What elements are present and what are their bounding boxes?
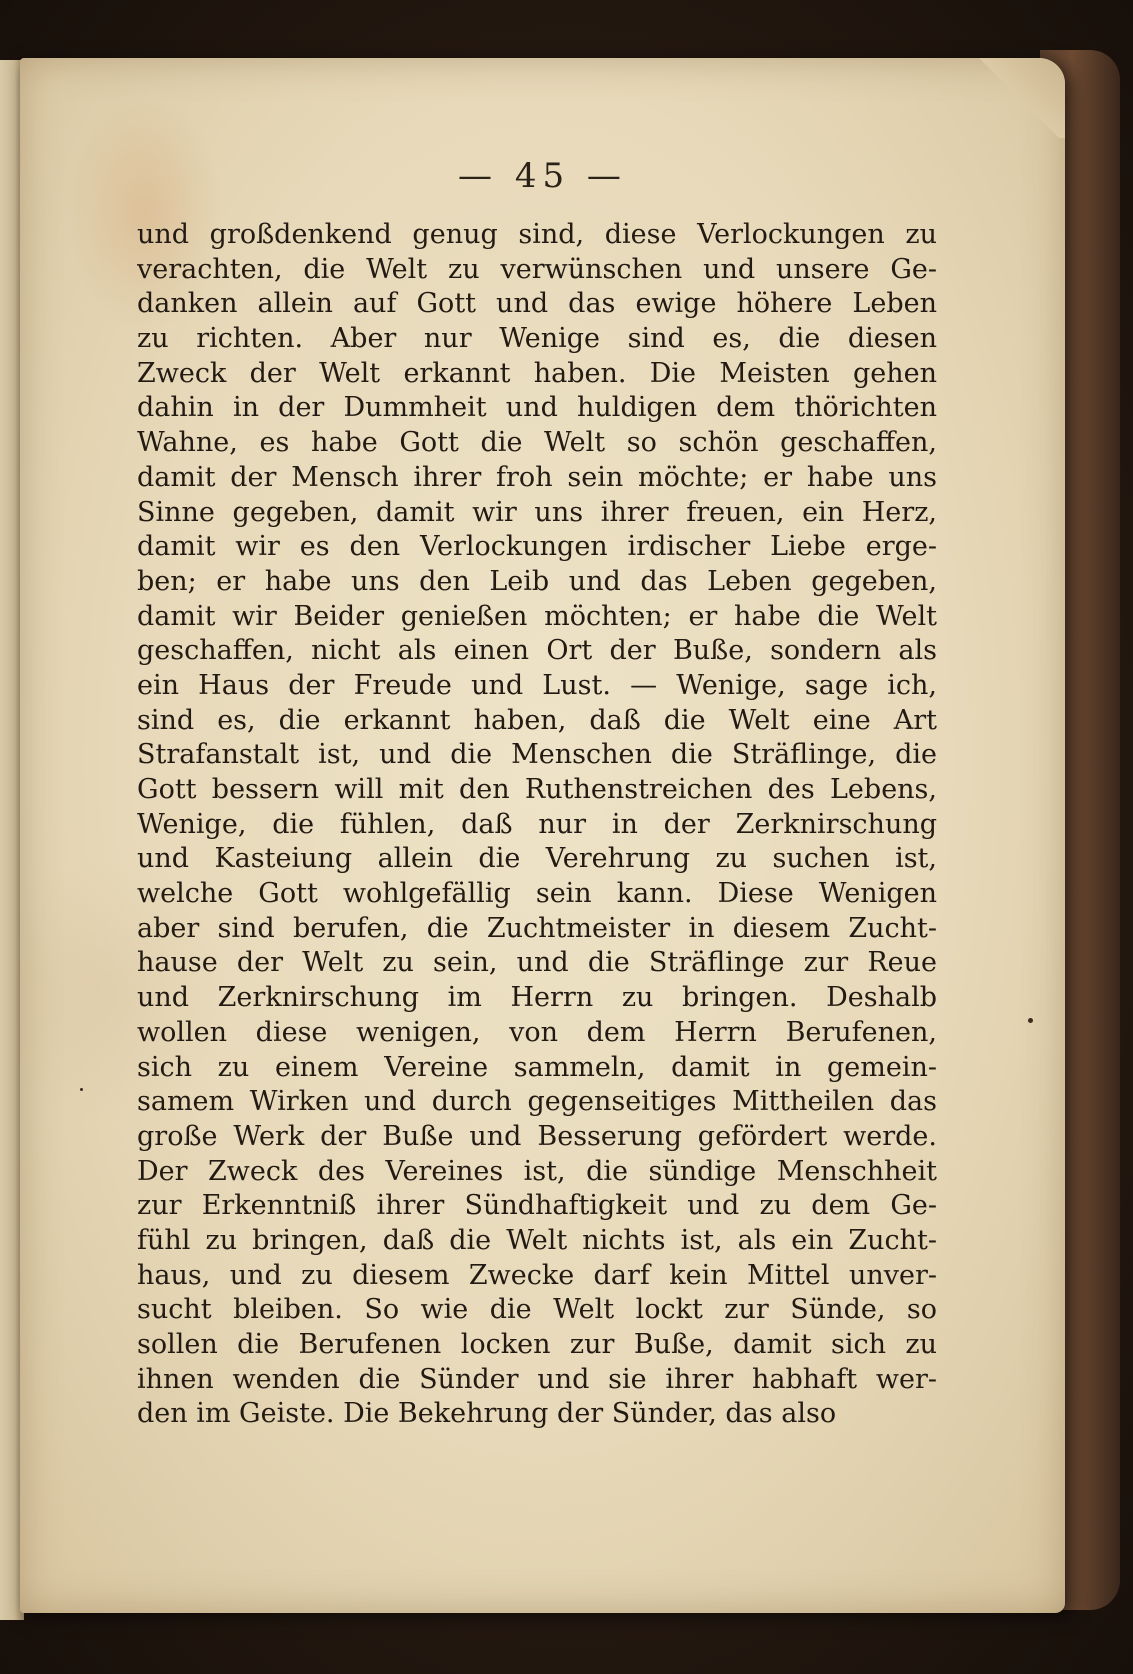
text-line: hause der Welt zu sein, und die Sträflinge zur Reue [137,947,937,979]
text-line: Strafanstalt ist, und die Menschen die Sträflinge, die [137,739,937,771]
text-line: verachten, die Welt zu verwünschen und unsere Ge- [137,253,937,285]
text-line: geschaffen, nicht als einen Ort der Buße, sondern als [137,635,937,667]
text-line: ein Haus der Freude und Lust. — Wenige, sage ich, [137,669,937,701]
text-line: damit wir es den Verlockungen irdischer Liebe erge- [137,531,937,563]
text-line: und großdenkend genug sind, diese Verlockungen zu [137,219,937,250]
text-line: sollen die Berufenen locken zur Buße, damit sich zu [137,1329,937,1360]
text-line: dahin in der Dummheit und huldigen dem thörichten [137,392,937,424]
text-line: welche Gott wohlgefällig sein kann. Diese Wenigen [137,878,937,910]
ink-speck [80,1088,83,1091]
text-line: sich zu einem Vereine sammeln, damit in gemein- [137,1051,937,1083]
page-number: — 45 — [458,156,627,196]
text-line: ihnen wenden die Sünder und sie ihrer habhaft wer- [137,1363,937,1395]
text-line: ben; er habe uns den Leib und das Leben gegeben, [137,565,937,597]
text-line: Gott bessern will mit den Ruthenstreichen des Lebens, [137,774,937,805]
text-line: samem Wirken und durch gegenseitiges Mittheilen das [137,1086,937,1118]
text-line: zu richten. Aber nur Wenige sind es, die diesen [137,323,937,355]
text-line: Der Zweck des Vereines ist, die sündige Menschheit [137,1155,937,1187]
text-line: damit wir Beider genießen möchten; er habe die Welt [137,600,937,632]
text-line: zur Erkenntniß ihrer Sündhaftigkeit und zu dem Ge- [137,1190,937,1222]
text-line: danken allein auf Gott und das ewige höhere Leben [137,288,937,320]
text-line: große Werk der Buße und Besserung gefördert werde. [137,1120,937,1152]
text-line: sucht bleiben. So wie die Welt lockt zur Sünde, so [137,1294,937,1326]
text-line: Zweck der Welt erkannt haben. Die Meisten gehen [137,357,937,389]
text-line: und Zerknirschung im Herrn zu bringen. Deshalb [137,982,937,1014]
text-line: Wahne, es habe Gott die Welt so schön geschaffen, [137,427,937,459]
text-line: wollen diese wenigen, von dem Herrn Berufenen, [137,1016,937,1048]
book-page [20,58,1065,1613]
text-line: damit der Mensch ihrer froh sein möchte; er habe uns [137,461,937,493]
worn-page-corner [975,58,1065,138]
text-line: fühl zu bringen, daß die Welt nichts ist, als ein Zucht- [137,1224,937,1256]
text-line: haus, und zu diesem Zwecke darf kein Mittel unver- [137,1259,937,1291]
text-line: aber sind berufen, die Zuchtmeister in diesem Zucht- [137,912,937,944]
text-line: sind es, die erkannt haben, daß die Welt eine Art [137,704,937,736]
ink-speck [1028,1018,1033,1023]
text-line: und Kasteiung allein die Verehrung zu suchen ist, [137,843,937,875]
text-line: Wenige, die fühlen, daß nur in der Zerknirschung [137,808,937,840]
text-line: Sinne gegeben, damit wir uns ihrer freuen, ein Herz, [137,496,937,528]
text-line: den im Geiste. Die Bekehrung der Sünder, das also [137,1398,837,1430]
body-text [137,218,937,1432]
